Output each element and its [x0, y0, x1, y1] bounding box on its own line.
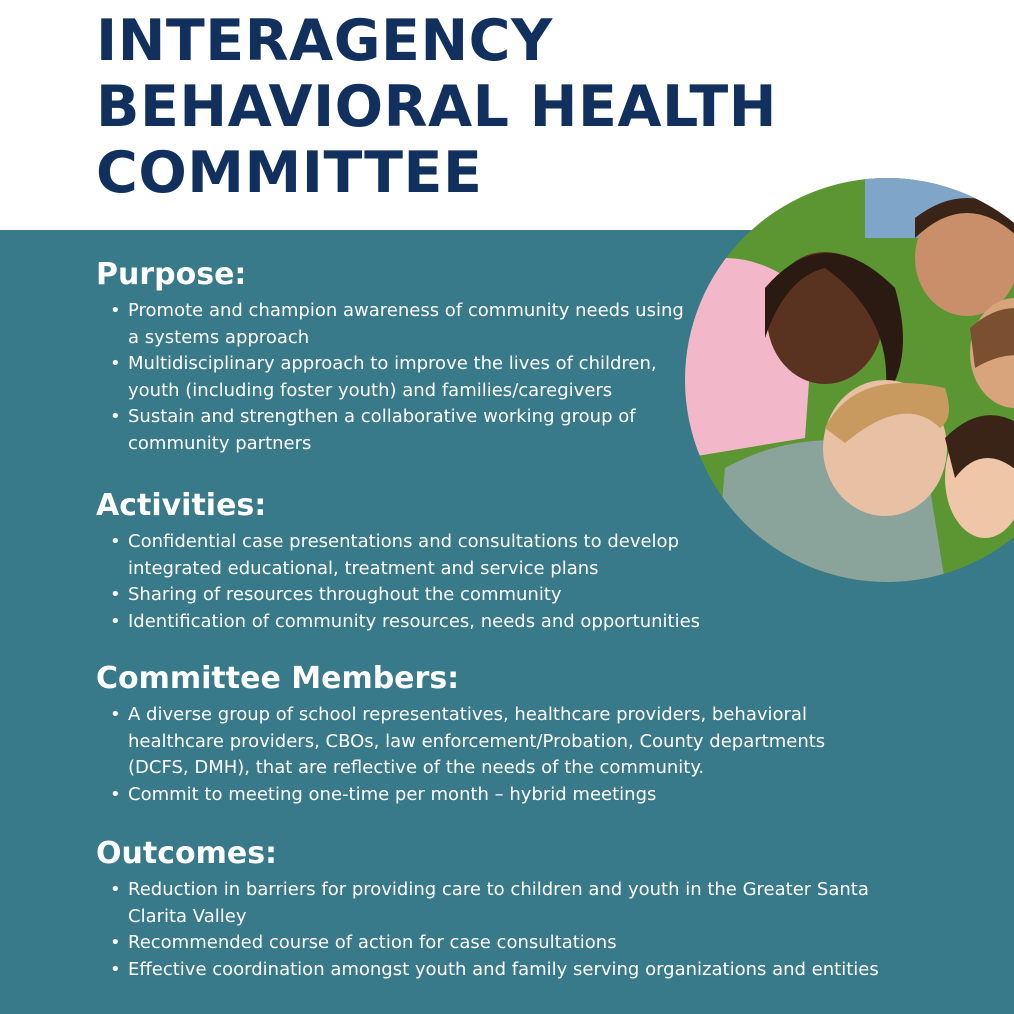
list-item [96, 351, 686, 404]
purpose-list [96, 298, 686, 457]
list-item-text: Effective coordination amongst youth and family serving organizations and entities [128, 958, 879, 980]
purpose-section [96, 256, 686, 457]
list-item-text: Identification of community resources, needs and opportunities [128, 610, 701, 632]
list-item [96, 782, 876, 809]
list-item-text: Confidential case presentations and consultations to develop integrated educational, treatment and service plans [128, 531, 679, 579]
purpose-heading: Purpose: [96, 257, 247, 292]
list-item [96, 404, 686, 457]
list-item [96, 582, 736, 609]
list-item-text: Multidisciplinary approach to improve the lives of children, youth (including foster youth) and families/caregivers [128, 353, 657, 401]
bullet-icon: • [110, 879, 121, 900]
list-item [96, 529, 736, 582]
bullet-icon: • [110, 300, 121, 321]
outcomes-section [96, 835, 916, 983]
list-item-text: Commit to meeting one-time per month – hybrid meetings [128, 783, 657, 805]
bullet-icon: • [110, 531, 121, 552]
bullet-icon: • [110, 610, 121, 632]
bullet-icon: • [110, 584, 121, 605]
bullet-icon: • [110, 704, 121, 725]
bullet-icon: • [110, 783, 121, 805]
list-item-text: Reduction in barriers for providing care to children and youth in the Greater Santa Clarita Valley [128, 879, 869, 927]
activities-heading: Activities: [96, 488, 267, 523]
list-item [96, 930, 916, 957]
list-item [96, 702, 876, 782]
activities-section [96, 487, 736, 635]
list-item-text: Sharing of resources throughout the community [128, 584, 562, 605]
list-item-text: Recommended course of action for case consultations [128, 932, 617, 953]
page-title: INTERAGENCY BEHAVIORAL HEALTH COMMITTEE [96, 8, 778, 206]
list-item [96, 298, 686, 351]
members-heading: Committee Members: [96, 661, 460, 696]
bullet-icon: • [110, 406, 121, 427]
outcomes-list [96, 877, 916, 983]
members-list [96, 702, 876, 808]
list-item-text: Promote and champion awareness of community needs using a systems approach [128, 300, 684, 348]
outcomes-heading: Outcomes: [96, 836, 278, 871]
list-item [96, 957, 916, 984]
members-section [96, 660, 876, 808]
list-item-text: Sustain and strengthen a collaborative working group of community partners [128, 406, 636, 454]
list-item [96, 877, 916, 930]
list-item [96, 609, 736, 636]
bullet-icon: • [110, 353, 121, 374]
list-item-text: A diverse group of school representatives, healthcare providers, behavioral healthcare providers, CBOs, law enforcement/Probation, County departments (DCFS, DMH), that are reflective of the needs of the community. [128, 704, 826, 778]
activities-list [96, 529, 736, 635]
bullet-icon: • [110, 932, 121, 953]
bullet-icon: • [110, 958, 121, 980]
